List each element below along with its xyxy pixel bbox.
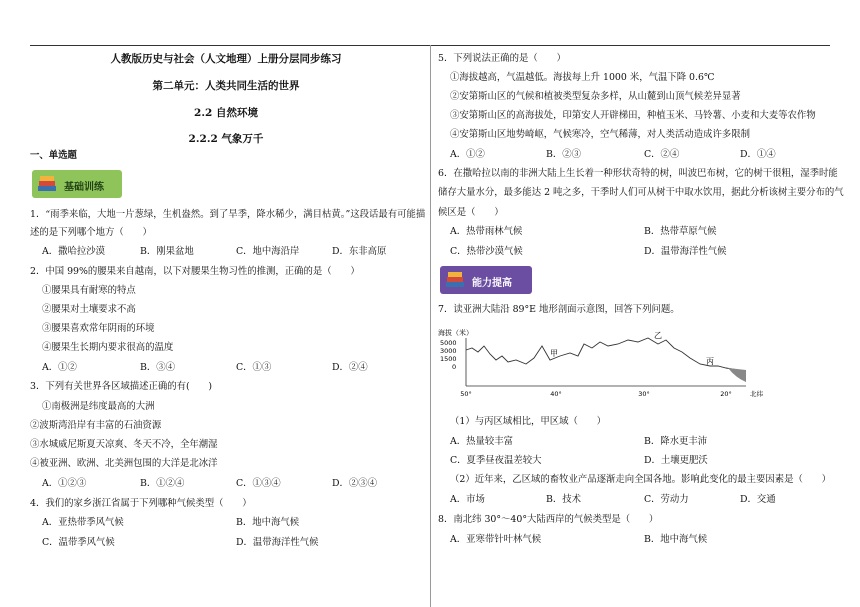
q8-option-b[interactable]: B．地中海气候 [644,534,708,545]
terrain-profile-diagram [438,326,778,406]
q4-option-b[interactable]: B．地中海气候 [236,517,300,528]
column-divider [430,45,431,607]
q7-sub2-option-b[interactable]: B．技术 [546,494,582,505]
q6-stem-line3: 候区是（ ） [438,207,504,218]
q1-option-d[interactable]: D．东非高原 [332,246,387,257]
ytick-0: 0 [452,363,457,371]
q6-stem-line2: 储存大量水分，最多能达 2 吨之多，干季时人们可从树干中取水饮用，据此分析该树主要分布的气 [438,187,844,198]
q7-sub1-option-c[interactable]: C．夏季昼夜温差较大 [450,455,542,466]
xtick-30: 30° [638,390,650,398]
q3-statement-3: ③水城威尼斯夏天凉爽、冬天不冷，全年潮湿 [30,439,218,450]
q7-sub2-option-c[interactable]: C．劳动力 [644,494,689,505]
q4-stem: 4．我们的家乡浙江省属于下列哪种气候类型（ ） [30,498,252,509]
terrain-profile-line [466,338,746,372]
q7-sub2-option-a[interactable]: A．市场 [450,494,485,505]
profile-ylabel: 海拔（米） [438,329,473,337]
q3-stem: 3．下列有关世界各区域描述正确的有( ) [30,381,213,392]
q3-option-d[interactable]: D．②③④ [332,478,378,489]
q5-option-c[interactable]: C．②④ [644,149,680,160]
q7-sub2-stem: （2）近年来，乙区域的畜牧业产品逐渐走向全国各地。影响此变化的最主要因素是（ ） [450,474,831,485]
q2-option-c[interactable]: C．①③ [236,362,272,373]
q3-statement-4: ④被亚洲、欧洲、北美洲包围的大洋是北冰洋 [30,458,218,469]
q5-statement-3: ③安第斯山区的高海拔处，印第安人开辟梯田，种植玉米、马铃薯、小麦和大麦等农作物 [450,110,816,121]
q7-sub1-option-b[interactable]: B．降水更丰沛 [644,436,708,447]
sea-area [728,368,746,382]
q3-statement-2: ②波斯湾沿岸有丰富的石油资源 [30,420,162,431]
q5-option-a[interactable]: A．①② [450,149,485,160]
q1-option-b[interactable]: B．刚果盆地 [140,246,194,257]
xtick-40: 40° [550,390,562,398]
ability-improve-label: 能力提高 [472,278,512,289]
document-title: 人教版历史与社会（人文地理）上册分层同步练习 [110,53,342,65]
q7-sub1-stem: （1）与丙区域相比，甲区域（ ） [450,416,606,427]
q3-statement-1: ①南极洲是纬度最高的大洲 [42,401,155,412]
q4-option-d[interactable]: D．温带海洋性气候 [236,537,319,548]
q6-option-c[interactable]: C．热带沙漠气候 [450,246,523,257]
q2-statement-2: ②腰果对土壤要求不高 [42,304,136,315]
q7-stem: 7．读亚洲大陆沿 89°E 地形剖面示意图，回答下列问题。 [438,304,680,315]
q7-sub1-option-a[interactable]: A．热量较丰富 [450,436,514,447]
q1-stem-line2: 述的是下列哪个地方（ ） [30,227,152,238]
q5-stem: 5．下列说法正确的是（ ） [438,53,566,64]
q2-option-d[interactable]: D．②④ [332,362,368,373]
label-yi: 乙 [654,331,662,340]
q2-statement-3: ③腰果喜欢常年阴雨的环境 [42,323,155,334]
books-icon [36,174,58,194]
books-icon [444,270,466,290]
ytick-5000: 5000 [440,339,457,347]
xtick-50: 50° [460,390,472,398]
q3-option-b[interactable]: B．①②④ [140,478,185,489]
section-heading: 一、单选题 [30,150,77,161]
q1-option-a[interactable]: A．撒哈拉沙漠 [42,246,106,257]
basic-training-label: 基础训练 [64,182,104,193]
q2-option-a[interactable]: A．①② [42,362,77,373]
q2-option-b[interactable]: B．③④ [140,362,176,373]
basic-training-badge [32,170,122,198]
ability-improve-badge [440,266,532,294]
label-bing: 丙 [706,357,714,366]
q6-stem-line1: 6．在撒哈拉以南的非洲大陆上生长着一种形状奇特的树，叫波巴布树，它的树干很粗，湿季时能 [438,168,838,179]
q3-option-c[interactable]: C．①③④ [236,478,281,489]
q8-stem: 8．南北纬 30°～40°大陆西岸的气候类型是（ ） [438,514,659,525]
q8-option-a[interactable]: A．亚寒带针叶林气候 [450,534,542,545]
section-title: 2.2 自然环境 [194,107,258,119]
xtick-20: 20° [720,390,732,398]
q5-statement-2: ②安第斯山区的气候和植被类型复杂多样，从山麓到山顶气候差异显著 [450,91,741,102]
q5-statement-1: ①海拔越高，气温越低。海拔每上升 1000 米，气温下降 0.6℃ [450,72,715,83]
q6-option-b[interactable]: B．热带草原气候 [644,226,717,237]
q2-statement-4: ④腰果生长期内要求很高的温度 [42,342,174,353]
subsection-title: 2.2.2 气象万千 [188,133,264,145]
q5-option-b[interactable]: B．②③ [546,149,582,160]
q5-option-d[interactable]: D．①④ [740,149,776,160]
q2-stem: 2．中国 99%的腰果来自越南，以下对腰果生物习性的推测，正确的是（ ） [30,266,360,277]
unit-title: 第二单元：人类共同生活的世界 [152,80,300,92]
q1-stem-line1: 1．“雨季来临，大地一片葱绿，生机盎然。到了旱季，降水稀少，满目枯黄。”这段话最有可能描 [30,209,426,220]
ytick-3000: 3000 [440,347,457,355]
xaxis-label: 北纬 [750,390,763,398]
ytick-1500: 1500 [440,355,457,363]
q6-option-a[interactable]: A．热带雨林气候 [450,226,523,237]
label-jia: 甲 [550,349,558,358]
q4-option-c[interactable]: C．温带季风气候 [42,537,115,548]
q6-option-d[interactable]: D．温带海洋性气候 [644,246,727,257]
q7-sub1-option-d[interactable]: D．土壤更肥沃 [644,455,708,466]
q5-statement-4: ④安第斯山区地势崎岖，气候寒冷，空气稀薄，对人类活动造成许多限制 [450,129,751,140]
q4-option-a[interactable]: A．亚热带季风气候 [42,517,124,528]
q1-option-c[interactable]: C．地中海沿岸 [236,246,300,257]
q3-option-a[interactable]: A．①②③ [42,478,87,489]
q2-statement-1: ①腰果具有耐寒的特点 [42,285,136,296]
q7-sub2-option-d[interactable]: D．交通 [740,494,776,505]
